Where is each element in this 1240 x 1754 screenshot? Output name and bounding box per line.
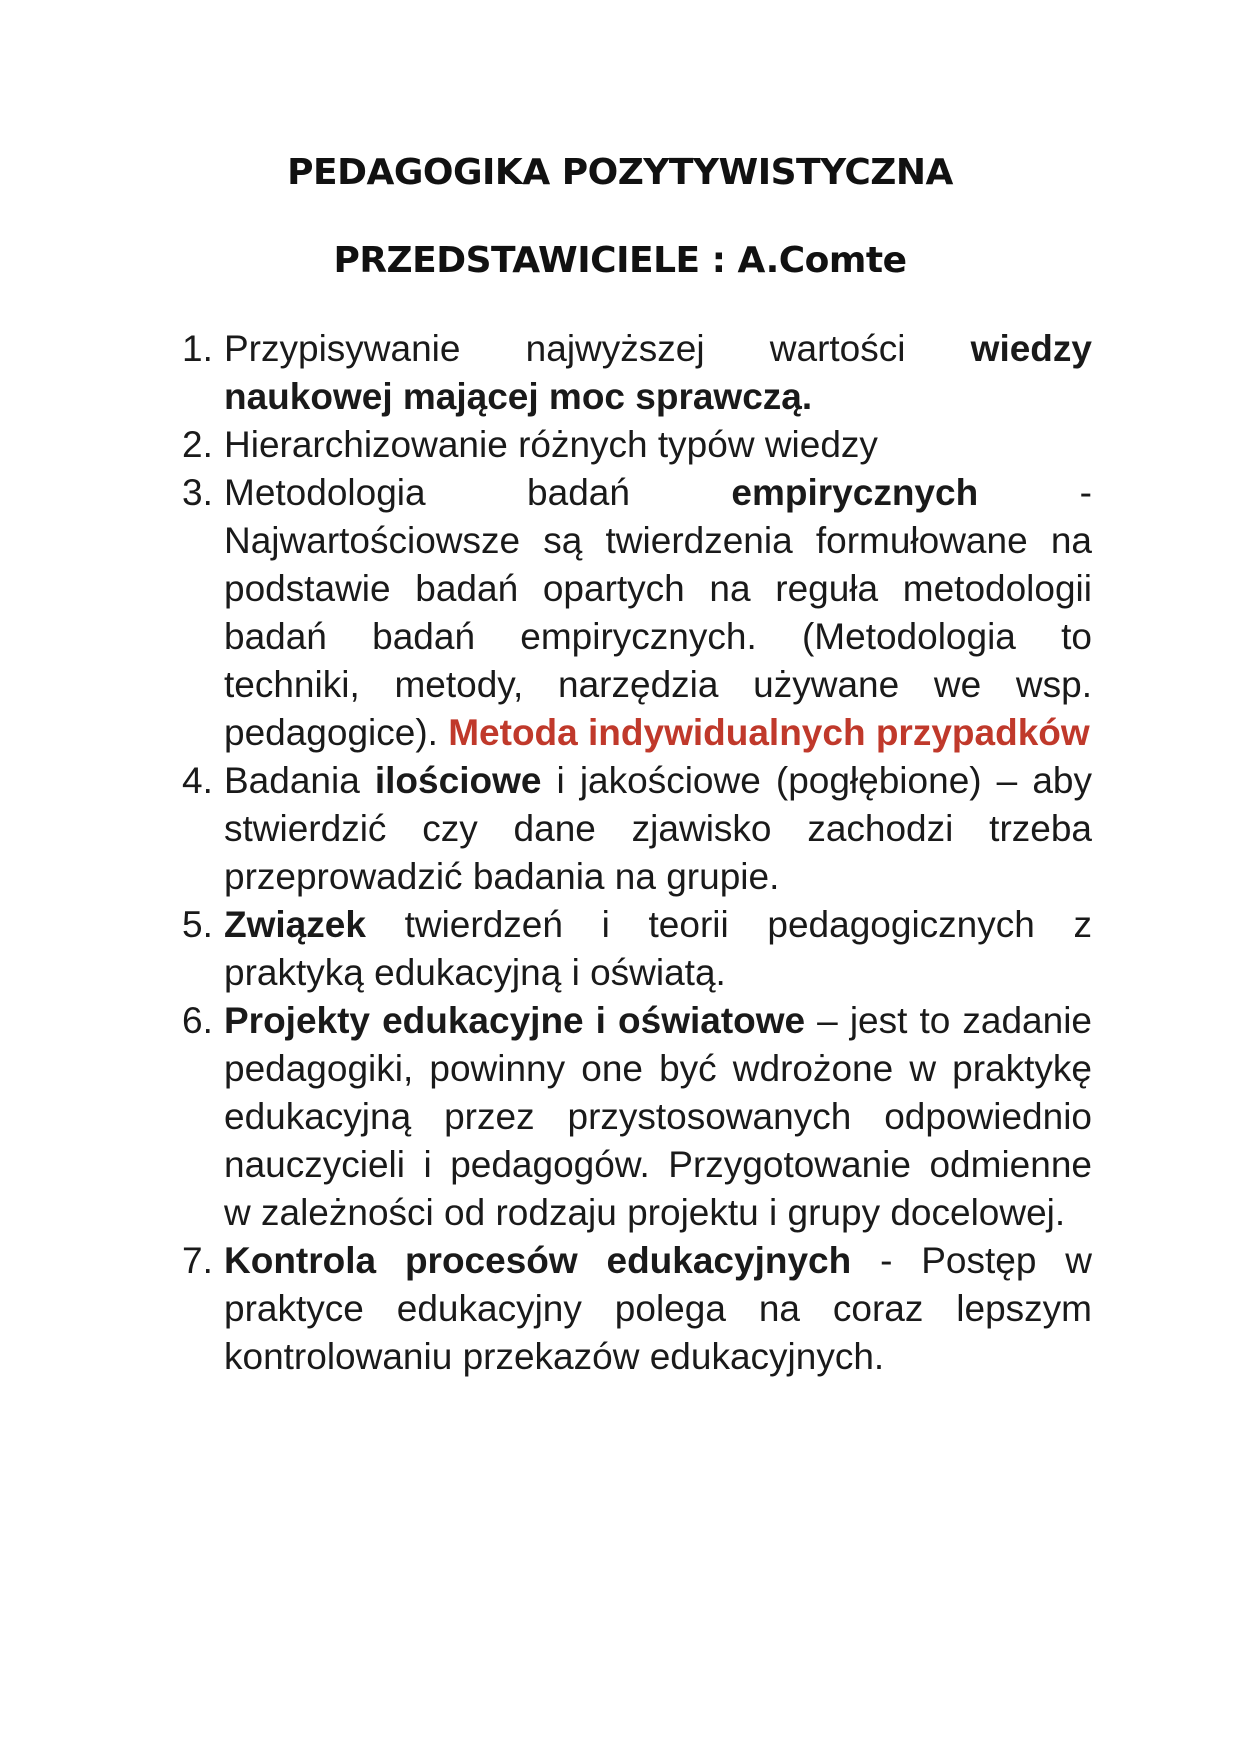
list-item-bold-text: Kontrola procesów edukacyjnych bbox=[224, 1240, 852, 1281]
page-title: PEDAGOGIKA POZYTYWISTYCZNA bbox=[287, 152, 953, 193]
list-item bbox=[182, 469, 1092, 757]
list-item-bold-text: Związek bbox=[224, 904, 366, 945]
list-item-highlight-text: Metoda indywidualnych przypadków bbox=[448, 712, 1090, 753]
list-item bbox=[182, 997, 1092, 1237]
list-item-text: Hierarchizowanie różnych typów wiedzy bbox=[224, 424, 878, 465]
list-item-bold-text: wiedzy naukowej mającej moc sprawczą. bbox=[224, 328, 1092, 417]
list-item-bold-text: empirycznych bbox=[731, 472, 979, 513]
list-item-text: i jakościowe (pogłębione) – aby stwierdzić czy dane zjawisko zachodzi trzeba przeprowadzić badania na grupie. bbox=[224, 760, 1092, 897]
list-item bbox=[182, 421, 1092, 469]
list-item-number: 6. bbox=[182, 1000, 213, 1041]
list-item-number: 2. bbox=[182, 424, 213, 465]
list-item-text: Przypisywanie najwyższej wartości bbox=[224, 328, 971, 369]
list-item-number: 3. bbox=[182, 472, 213, 513]
list-item bbox=[182, 1237, 1092, 1381]
list-item bbox=[182, 325, 1092, 421]
list-item bbox=[182, 901, 1092, 997]
list-item bbox=[182, 757, 1092, 901]
list-item-text: – jest to zadanie pedagogiki, powinny one być wdrożone w praktykę edukacyjną przez przystosowanych odpowiednio nauczycieli i pedagogów. Przygotowanie odmienne w zależności od rodzaju projektu i grupy docelowej. bbox=[224, 1000, 1092, 1233]
list-item-bold-text: ilościowe bbox=[374, 760, 542, 801]
numbered-list bbox=[182, 325, 1092, 1381]
list-item-bold-text: Projekty edukacyjne i oświatowe bbox=[224, 1000, 806, 1041]
list-item-text: - Najwartościowsze są twierdzenia formułowane na podstawie badań opartych na reguła metodologii badań badań empirycznych. (Metodologia to techniki, metody, narzędzia używane we wsp. pedagogice). bbox=[224, 472, 1092, 753]
list-item-text: twierdzeń i teorii pedagogicznych z praktyką edukacyjną i oświatą. bbox=[224, 904, 1092, 993]
list-item-text: Badania bbox=[224, 760, 375, 801]
list-item-text: Metodologia badań bbox=[224, 472, 732, 513]
page-subtitle: PRZEDSTAWICIELE : A.Comte bbox=[333, 240, 907, 281]
list-item-number: 1. bbox=[182, 328, 213, 369]
list-item-number: 4. bbox=[182, 760, 213, 801]
list-item-number: 5. bbox=[182, 904, 213, 945]
list-item-text: - Postęp w praktyce edukacyjny polega na coraz lepszym kontrolowaniu przekazów edukacyjnych. bbox=[224, 1240, 1092, 1377]
list-item-number: 7. bbox=[182, 1240, 213, 1281]
